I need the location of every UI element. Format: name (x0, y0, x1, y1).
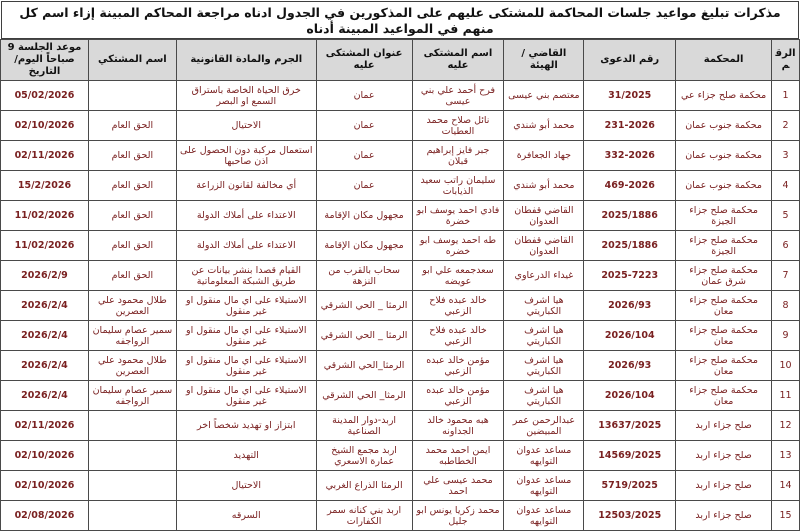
cell-court: محكمة جنوب عمان (676, 171, 772, 201)
cell-date: 11/02/2026 (1, 201, 89, 231)
cell-defendant: سليمان راتب سعيد الذيابات (412, 171, 504, 201)
cell-no: 12 (772, 411, 800, 441)
cell-case_no: 14569/2025 (584, 441, 676, 471)
cell-judge: مساعد عدوان التوايهه (504, 501, 584, 531)
cell-defendant: خالد عبده فلاح الزعبي (412, 321, 504, 351)
cell-judge: جهاد الجعافرة (504, 141, 584, 171)
cell-address: عمان (316, 111, 412, 141)
cell-judge: هيا اشرف الكباريتي (504, 351, 584, 381)
table-row (1, 111, 800, 141)
cell-court: محكمة صلح جزاء معان (676, 291, 772, 321)
cell-address: اربد بني كنانه سمر الكفارات (316, 501, 412, 531)
cell-defendant: خالد عبده فلاح الزعبي (412, 291, 504, 321)
cell-defendant: ايمن احمد محمد الخطاطبه (412, 441, 504, 471)
cell-no: 15 (772, 501, 800, 531)
cell-no: 10 (772, 351, 800, 381)
cell-no: 3 (772, 141, 800, 171)
cell-address: عمان (316, 171, 412, 201)
cell-address: عمان (316, 81, 412, 111)
cell-case_no: 469-2026 (584, 171, 676, 201)
cell-no: 9 (772, 321, 800, 351)
cell-complainant: طلال محمود علي العصرين (88, 351, 176, 381)
column-header-court: المحكمة (676, 40, 772, 81)
cell-date: 2026/2/4 (1, 291, 89, 321)
cell-address: الرمثا _ الحي الشرقي (316, 321, 412, 351)
cell-judge: محمد أبو شندي (504, 111, 584, 141)
cell-court: محكمة جنوب عمان (676, 141, 772, 171)
cell-complainant (88, 501, 176, 531)
cell-defendant: فرح أحمد علي بني عيسى (412, 81, 504, 111)
cell-date: 02/11/2026 (1, 141, 89, 171)
cell-no: 4 (772, 171, 800, 201)
cell-complainant (88, 411, 176, 441)
cell-crime: ابتزاز او تهديد شخصاً اخر (176, 411, 316, 441)
cell-crime: استعمال مركبة دون الحصول على اذن صاحبها (176, 141, 316, 171)
cell-defendant: طه احمد يوسف ابو خضره (412, 231, 504, 261)
cell-address: الرمثا الذراع الغربي (316, 471, 412, 501)
cell-crime: الاعتداء على أملاك الدولة (176, 201, 316, 231)
cell-judge: هيا اشرف الكباريتي (504, 321, 584, 351)
cell-no: 8 (772, 291, 800, 321)
cell-case_no: 332-2026 (584, 141, 676, 171)
cell-court: محكمة صلح جزاء معان (676, 381, 772, 411)
cell-address: الرمثا _ الحي الشرقي (316, 291, 412, 321)
cell-date: 02/10/2026 (1, 441, 89, 471)
cell-complainant: طلال محمود علي العصرين (88, 291, 176, 321)
cell-case_no: 2026/104 (584, 321, 676, 351)
cell-defendant: فادي احمد يوسف ابو خضرة (412, 201, 504, 231)
column-header-date: موعد الجلسة 9 صباحاً اليوم/التاريخ (1, 40, 89, 81)
cell-complainant: الحق العام (88, 231, 176, 261)
cell-complainant (88, 81, 176, 111)
cell-court: محكمة صلح جزاء معان (676, 321, 772, 351)
cell-judge: هيا اشرف الكباريتي (504, 381, 584, 411)
cell-judge: عبدالرحمن عمر المبيضين (504, 411, 584, 441)
cell-complainant: سمير عصام سليمان الرواجفه (88, 321, 176, 351)
cell-crime: الاعتداء على أملاك الدولة (176, 231, 316, 261)
cell-address: مجهول مكان الإقامة (316, 201, 412, 231)
column-header-judge: القاضي / الهيئة (504, 40, 584, 81)
cell-defendant: جبر فايز إبراهيم قبلان (412, 141, 504, 171)
cell-date: 2026/2/4 (1, 321, 89, 351)
cell-judge: غيداء الدرعاوي (504, 261, 584, 291)
cell-date: 15/2/2026 (1, 171, 89, 201)
table-row (1, 201, 800, 231)
cell-case_no: 2025/1886 (584, 231, 676, 261)
cell-complainant: الحق العام (88, 171, 176, 201)
column-header-no: الرقم (772, 40, 800, 81)
cell-court: محكمة صلح جزاء شرق عمان (676, 261, 772, 291)
table-row (1, 231, 800, 261)
cell-crime: الاستيلاء على اي مال منقول او غير منقول (176, 291, 316, 321)
court-sessions-table (0, 39, 800, 531)
cell-crime: الاحتيال (176, 471, 316, 501)
table-row (1, 321, 800, 351)
table-row (1, 381, 800, 411)
cell-judge: مساعد عدوان التوايهه (504, 471, 584, 501)
cell-crime: خرق الحياة الخاصة باستراق السمع او البصر (176, 81, 316, 111)
cell-defendant: هبه محمود خالد الجداونه (412, 411, 504, 441)
cell-complainant: الحق العام (88, 111, 176, 141)
cell-complainant (88, 441, 176, 471)
cell-case_no: 13637/2025 (584, 411, 676, 441)
cell-date: 2026/2/9 (1, 261, 89, 291)
cell-case_no: 2025-7223 (584, 261, 676, 291)
cell-complainant: الحق العام (88, 201, 176, 231)
cell-complainant: الحق العام (88, 261, 176, 291)
cell-date: 02/08/2026 (1, 501, 89, 531)
cell-court: محكمة جنوب عمان (676, 111, 772, 141)
cell-no: 2 (772, 111, 800, 141)
cell-court: محكمة صلح جزاء الجيزة (676, 201, 772, 231)
column-header-address: عنوان المشتكى عليه (316, 40, 412, 81)
cell-address: مجهول مكان الإقامة (316, 231, 412, 261)
cell-no: 7 (772, 261, 800, 291)
cell-crime: الاستيلاء على اي مال منقول او غير منقول (176, 351, 316, 381)
cell-complainant: سمير عصام سليمان الرواجفه (88, 381, 176, 411)
cell-address: سحاب بالقرب من النزهة (316, 261, 412, 291)
cell-case_no: 231-2026 (584, 111, 676, 141)
cell-case_no: 31/2025 (584, 81, 676, 111)
cell-crime: الاستيلاء على اي مال منقول او غير منقول (176, 321, 316, 351)
cell-crime: القيام قصدا بنشر بيانات عن طريق الشبكة المعلوماتية (176, 261, 316, 291)
cell-judge: القاضي قفطان العدوان (504, 201, 584, 231)
cell-date: 11/02/2026 (1, 231, 89, 261)
document-title: مذكرات تبليغ مواعيد جلسات المحاكمة للمشتكى عليهم على المذكورين في الجدول ادناه مراجعة المحاكم المبينة إزاء اسم كل منهم في المواعيد المبينة أدناه (1, 1, 799, 39)
cell-crime: الاحتيال (176, 111, 316, 141)
cell-judge: هيا اشرف الكباريتي (504, 291, 584, 321)
column-header-complainant: اسم المشتكي (88, 40, 176, 81)
cell-crime: أي مخالفة لقانون الزراعة (176, 171, 316, 201)
cell-complainant (88, 471, 176, 501)
cell-address: عمان (316, 141, 412, 171)
table-row (1, 471, 800, 501)
cell-case_no: 2026/104 (584, 381, 676, 411)
table-row (1, 441, 800, 471)
cell-date: 05/02/2026 (1, 81, 89, 111)
cell-date: 2026/2/4 (1, 381, 89, 411)
table-header-row (1, 40, 800, 81)
cell-no: 1 (772, 81, 800, 111)
cell-defendant: محمد زكريا يونس ابو جليل (412, 501, 504, 531)
table-row (1, 141, 800, 171)
column-header-defendant: اسم المشتكى عليه (412, 40, 504, 81)
cell-no: 13 (772, 441, 800, 471)
cell-crime: التهديد (176, 441, 316, 471)
cell-court: محكمة صلح جزاء الجيزة (676, 231, 772, 261)
cell-date: 02/11/2026 (1, 411, 89, 441)
cell-court: محكمة صلح جزاء عي (676, 81, 772, 111)
cell-address: اربد-دوار المدينة الصناعية (316, 411, 412, 441)
cell-defendant: سعدجمعه علي ابو عويضه (412, 261, 504, 291)
cell-address: اربد مجمع الشيخ عمارة الاسعري (316, 441, 412, 471)
cell-court: صلح جزاء اربد (676, 471, 772, 501)
cell-crime: السرقه (176, 501, 316, 531)
table-row (1, 351, 800, 381)
cell-defendant: نائل صلاح محمد العطيات (412, 111, 504, 141)
cell-date: 2026/2/4 (1, 351, 89, 381)
cell-defendant: محمد عيسى علي احمد (412, 471, 504, 501)
cell-defendant: مؤمن خالد عبده الزعبي (412, 351, 504, 381)
cell-date: 02/10/2026 (1, 471, 89, 501)
cell-complainant: الحق العام (88, 141, 176, 171)
document-page (0, 1, 800, 527)
cell-case_no: 5719/2025 (584, 471, 676, 501)
table-row (1, 411, 800, 441)
cell-court: صلح جزاء اربد (676, 501, 772, 531)
cell-address: الرمثا_ الحي الشرقي (316, 381, 412, 411)
cell-case_no: 2025/1886 (584, 201, 676, 231)
cell-court: محكمة صلح جزاء معان (676, 351, 772, 381)
cell-case_no: 2026/93 (584, 291, 676, 321)
table-row (1, 501, 800, 531)
table-row (1, 171, 800, 201)
cell-defendant: مؤمن خالد عبده الزعبي (412, 381, 504, 411)
cell-no: 5 (772, 201, 800, 231)
cell-judge: القاضي قفطان العدوان (504, 231, 584, 261)
table-row (1, 291, 800, 321)
cell-case_no: 2026/93 (584, 351, 676, 381)
cell-address: الرمثا_الحي الشرقي (316, 351, 412, 381)
column-header-case_no: رقم الدعوى (584, 40, 676, 81)
cell-crime: الاستيلاء على اي مال منقول او غير منقول (176, 381, 316, 411)
column-header-crime: الجرم والمادة القانونية (176, 40, 316, 81)
cell-court: صلح جزاء اربد (676, 441, 772, 471)
cell-judge: مساعد عدوان التوايهه (504, 441, 584, 471)
cell-case_no: 12503/2025 (584, 501, 676, 531)
table-row (1, 81, 800, 111)
cell-judge: معتصم بني عيسى (504, 81, 584, 111)
cell-no: 6 (772, 231, 800, 261)
table-row (1, 261, 800, 291)
cell-date: 02/10/2026 (1, 111, 89, 141)
cell-no: 11 (772, 381, 800, 411)
cell-court: صلح جزاء اربد (676, 411, 772, 441)
cell-no: 14 (772, 471, 800, 501)
cell-judge: محمد أبو شندي (504, 171, 584, 201)
